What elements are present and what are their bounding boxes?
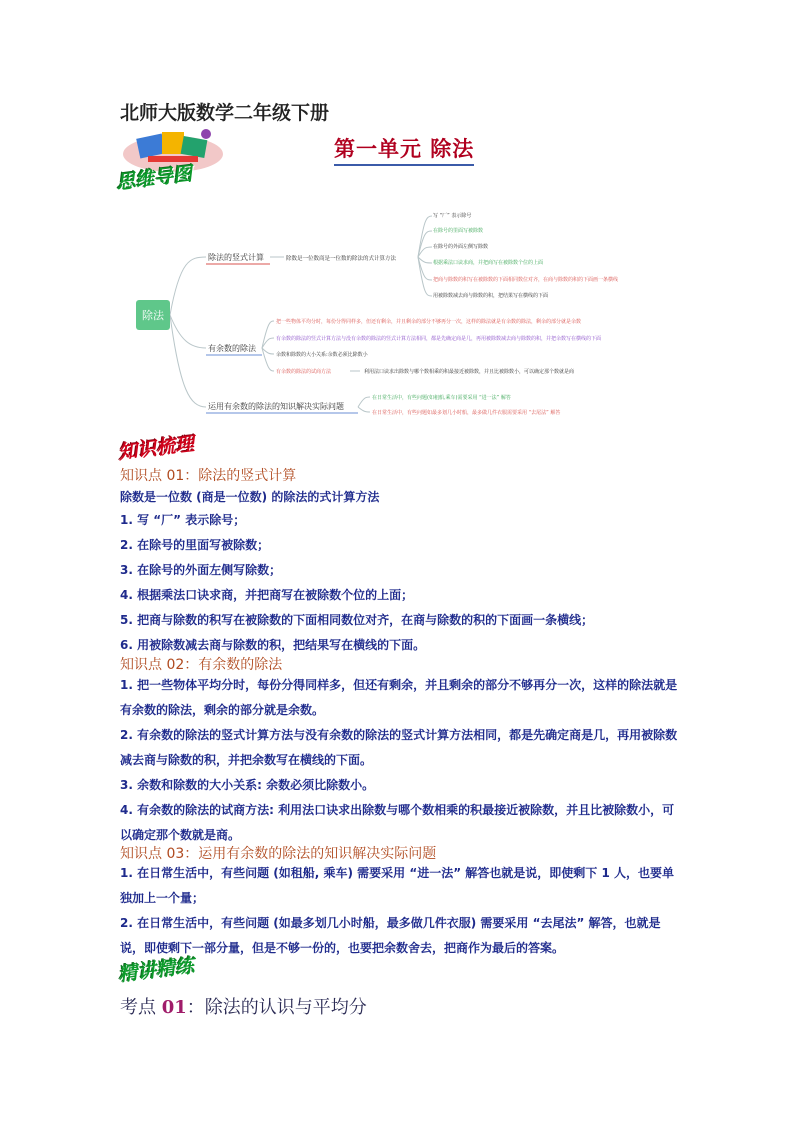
mindmap-leaf: 在除号的里面写被除数 — [433, 228, 484, 234]
mindmap-leaf: 有余数的除法的竖式计算方法与没有余数的除法的竖式计算方法相同，都是先确定商是几，再用被除数减去商与除数的积，并把余数写在横线的下面 — [276, 336, 602, 342]
exam-title: ：除法的认识与平均分 — [186, 997, 367, 1018]
kp1-item: 4. 根据乘法口诀求商，并把商写在被除数个位的上面； — [120, 588, 414, 602]
unit-title: 第一单元 除法 — [334, 133, 474, 166]
mindmap-leaf: 根据乘法口诀求商，并把商写在被除数个位的上面 — [433, 260, 544, 266]
kp3-item: 1. 在日常生活中，有些问题 (如租船, 乘车) 需要采用 “进一法” 解答也就是说，即使剩下 1 人，也要单独加上一个量； — [120, 866, 674, 905]
mindmap-branch1-sub: 除数是一位数商是一位数的除法的式计算方法 — [286, 256, 397, 262]
kp3-list — [120, 861, 680, 961]
mindmap-leaf: 在除号的外面左侧写除数 — [433, 244, 489, 250]
document-title: 北师大版数学二年级下册 — [120, 102, 330, 124]
kp1-subtitle: 除数是一位数 (商是一位数) 的除法的式计算方法 — [120, 490, 380, 504]
mindmap-badge: 思维导图 — [115, 162, 194, 195]
knowledge-badge: 知识梳理 — [117, 432, 196, 465]
kp3-item: 2. 在日常生活中，有些问题 (如最多划几小时船，最多做几件衣服) 需要采用 “去尾法” 解答，也就是说，即使剩下一部分量，但是不够一份的，也要把余数舍去，把商作为最后的答案。 — [120, 916, 661, 955]
mindmap-leaf: 在日常生活中，有些问题如最多划几小时船，最多做几件衣服需要采用 “去尾法” 解答 — [372, 410, 561, 416]
kp2-item: 1. 把一些物体平均分时，每份分得同样多，但还有剩余，并且剩余的部分不够再分一次，这样的除法就是有余数的除法，剩余的部分就是余数。 — [120, 678, 678, 717]
exam-point-heading — [120, 993, 367, 1019]
kp1-item: 1. 写 “厂” 表示除号； — [120, 513, 246, 527]
mindmap-branch1-label: 除法的竖式计算 — [208, 253, 264, 262]
mindmap-diagram — [120, 200, 680, 425]
mindmap-leaf: 余数和除数的大小关系:余数必须比除数小 — [276, 352, 368, 358]
mindmap-leaf: 把商与除数的积写在被除数的下面相同数位对齐，在商与除数的积的下面画一条横线 — [433, 277, 619, 283]
mindmap-leaf: 利用法口诀求出除数与哪个数相乘的积最接近被除数，并且比被除数小，可以确定那个数就是商 — [364, 369, 575, 375]
mindmap-leaf: 把一些物体平均分时，每份分得同样多，但还有剩余，并且剩余的部分不够再分一次，这样的除法就是有余数的除法，剩余的部分就是余数 — [276, 319, 582, 325]
mindmap-root-label: 除法 — [142, 309, 164, 322]
kp1-item: 2. 在除号的里面写被除数； — [120, 538, 270, 552]
exam-number: 01 — [161, 997, 187, 1018]
kp2-list — [120, 673, 680, 848]
kp2-item: 2. 有余数的除法的竖式计算方法与没有余数的除法的竖式计算方法相同，都是先确定商是几，再用被除数减去商与除数的积，并把余数写在横线的下面。 — [120, 728, 678, 767]
exam-prefix: 考点 — [120, 997, 156, 1018]
kp1-item: 5. 把商与除数的积写在被除数的下面相同数位对齐，在商与除数的积的下面画一条横线； — [120, 613, 594, 627]
mindmap-leaf: 写 “厂” 表示除号 — [433, 213, 472, 219]
kp2-item: 4. 有余数的除法的试商方法: 利用法口诀求出除数与哪个数相乘的积最接近被除数，并且比被除数小，可以确定那个数就是商。 — [120, 803, 675, 842]
kp2-item: 3. 余数和除数的大小关系: 余数必须比除数小。 — [120, 778, 375, 792]
kp1-list — [120, 508, 680, 658]
kp2-heading: 知识点 02：有余数的除法 — [120, 657, 283, 673]
kp1-heading: 知识点 01：除法的竖式计算 — [120, 468, 297, 484]
kp1-item: 3. 在除号的外面左侧写除数； — [120, 563, 282, 577]
mindmap-leaf: 有余数的除法的试商方法 — [276, 369, 332, 375]
kp1-item: 6. 用被除数减去商与除数的积，把结果写在横线的下面。 — [120, 638, 426, 652]
mindmap-leaf: 用被除数减去商与除数的积，把结果写在横线的下面 — [433, 293, 549, 299]
mindmap-leaf: 在日常生活中，有些问题(如租船,乘车)需要采用 “进一法” 解答 — [372, 395, 511, 401]
practice-badge: 精讲精练 — [117, 954, 196, 987]
mindmap-branch3-label: 运用有余数的除法的知识解决实际问题 — [208, 402, 344, 411]
kp3-heading: 知识点 03：运用有余数的除法的知识解决实际问题 — [120, 846, 437, 862]
mindmap-branch2-label: 有余数的除法 — [208, 344, 256, 353]
